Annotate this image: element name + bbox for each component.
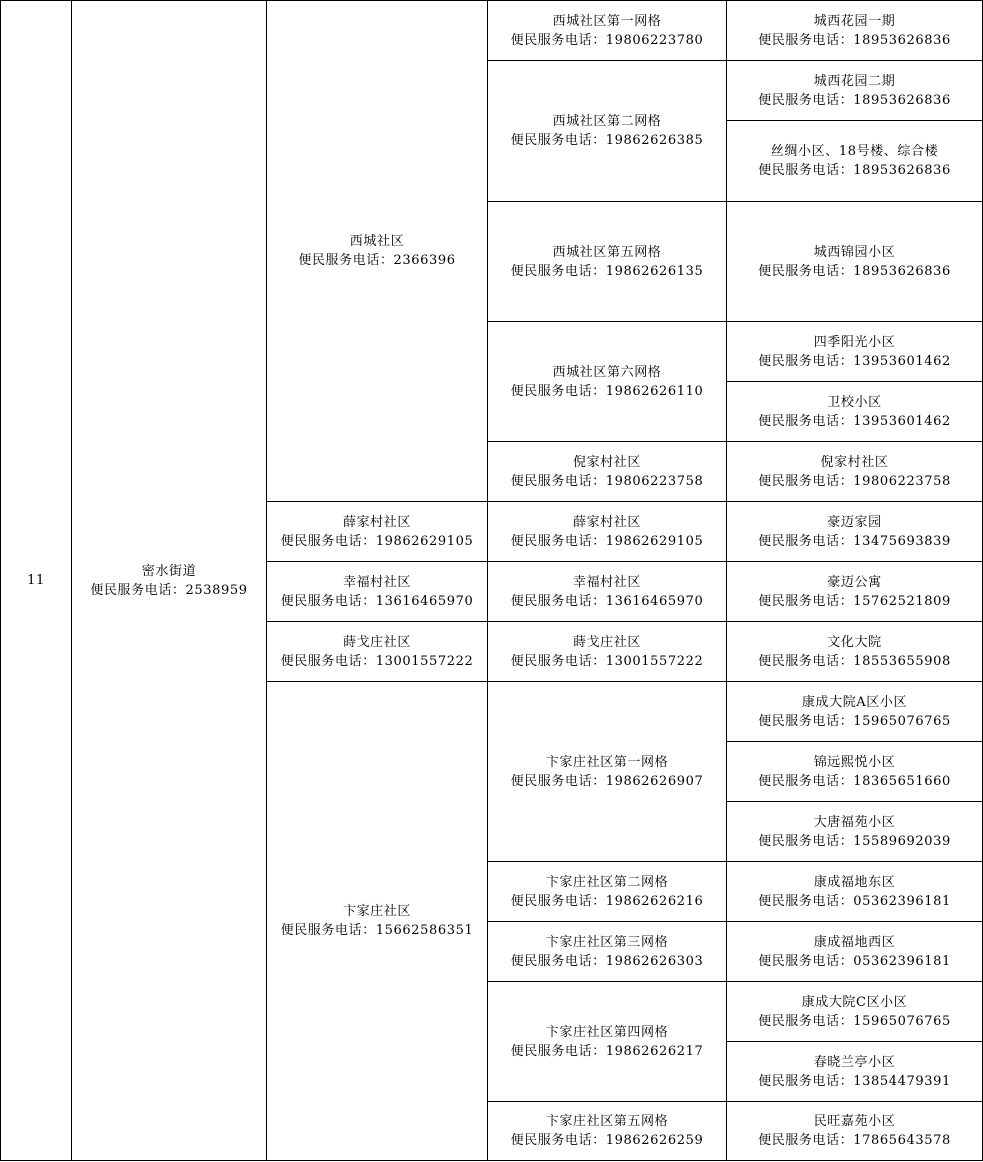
grid-phone: 便民服务电话：19862626216 xyxy=(510,893,704,909)
grid-cell xyxy=(488,982,727,1102)
area-name: 民旺嘉苑小区 xyxy=(813,1114,896,1129)
area-phone: 便民服务电话：13475693839 xyxy=(758,533,951,549)
area-phone: 便民服务电话：15965076765 xyxy=(758,713,951,729)
grid-cell xyxy=(488,322,727,442)
community-phone: 便民服务电话：15662586351 xyxy=(280,923,474,938)
community-cell xyxy=(267,682,488,1161)
community-name: 幸福村社区 xyxy=(342,574,411,590)
area-phone: 便民服务电话：13953601462 xyxy=(758,353,951,369)
community-phone: 便民服务电话：2366396 xyxy=(298,253,456,268)
grid-name: 西城社区第二网格 xyxy=(552,114,662,129)
area-phone: 便民服务电话：18953626836 xyxy=(758,163,951,178)
table-row xyxy=(1,1,983,61)
street-name: 密水街道 xyxy=(141,563,197,579)
area-name: 大唐福苑小区 xyxy=(813,814,896,830)
area-cell xyxy=(727,121,983,202)
grid-phone: 便民服务电话：13616465970 xyxy=(510,593,704,609)
area-name: 康成福地东区 xyxy=(813,874,896,890)
area-phone: 便民服务电话：15762521809 xyxy=(758,593,951,609)
grid-phone: 便民服务电话：19862626135 xyxy=(510,263,704,279)
area-name: 春晓兰亭小区 xyxy=(813,1054,896,1070)
community-cell xyxy=(267,562,488,622)
area-phone: 便民服务电话：18953626836 xyxy=(758,32,951,48)
grid-cell xyxy=(488,1,727,61)
area-name: 康成福地西区 xyxy=(813,934,896,950)
grid-cell xyxy=(488,202,727,322)
grid-phone: 便民服务电话：19862626217 xyxy=(510,1043,704,1059)
street-phone: 便民服务电话：2538959 xyxy=(90,582,248,598)
area-name: 卫校小区 xyxy=(827,394,882,410)
area-phone: 便民服务电话：18953626836 xyxy=(758,263,951,279)
grid-name: 薛家村社区 xyxy=(572,514,641,530)
grid-name: 卞家庄社区第一网格 xyxy=(545,754,669,770)
area-phone: 便民服务电话：18365651660 xyxy=(758,773,951,789)
grid-phone: 便民服务电话：19862626907 xyxy=(510,773,704,789)
grid-name: 幸福村社区 xyxy=(572,574,641,590)
grid-name: 卞家庄社区第四网格 xyxy=(545,1024,669,1040)
area-cell xyxy=(727,322,983,382)
grid-name: 西城社区第五网格 xyxy=(552,244,662,260)
community-name: 薛家村社区 xyxy=(342,514,411,530)
grid-cell xyxy=(488,61,727,202)
community-cell xyxy=(488,442,727,502)
grid-phone: 便民服务电话：19806223758 xyxy=(758,473,951,489)
area-phone: 便民服务电话：17865643578 xyxy=(758,1133,951,1148)
community-cell xyxy=(267,502,488,562)
area-phone: 便民服务电话：18953626836 xyxy=(758,92,951,108)
community-name: 卞家庄社区 xyxy=(342,904,411,919)
area-name: 丝绸小区、18号楼、综合楼 xyxy=(770,144,939,159)
grid-name: 卞家庄社区第三网格 xyxy=(545,934,669,950)
area-cell xyxy=(727,1,983,61)
grid-phone: 便民服务电话：19862626385 xyxy=(510,133,704,148)
area-cell xyxy=(727,802,983,862)
community-phone: 便民服务电话：13616465970 xyxy=(280,593,474,609)
area-phone: 便民服务电话：13953601462 xyxy=(758,413,951,429)
area-name: 豪迈公寓 xyxy=(827,574,882,590)
area-phone: 便民服务电话：15965076765 xyxy=(758,1013,951,1029)
area-cell xyxy=(727,1102,983,1161)
area-name: 城西花园一期 xyxy=(813,13,896,29)
community-cell xyxy=(267,1,488,502)
area-name: 锦远熙悦小区 xyxy=(813,754,896,770)
grid-phone: 便民服务电话：19862626303 xyxy=(510,953,704,969)
grid-name: 西城社区第六网格 xyxy=(552,364,662,380)
area-name: 城西花园二期 xyxy=(813,73,896,89)
area-cell xyxy=(727,202,983,322)
area-cell xyxy=(727,682,983,742)
area-name: 康成大院A区小区 xyxy=(801,694,908,710)
area-phone: 便民服务电话：05362396181 xyxy=(758,953,951,969)
area-name: 豪迈家园 xyxy=(827,514,882,530)
community-phone: 便民服务电话：19806223758 xyxy=(510,473,704,489)
area-cell xyxy=(727,1042,983,1102)
community-cell xyxy=(267,622,488,682)
grid-cell xyxy=(488,502,727,562)
community-name: 蒔戈庄社区 xyxy=(342,634,411,650)
area-cell xyxy=(727,862,983,922)
area-cell xyxy=(727,502,983,562)
street-cell xyxy=(72,1,267,1161)
grid-name: 西城社区第一网格 xyxy=(552,13,662,29)
grid-cell xyxy=(488,622,727,682)
community-name: 倪家村社区 xyxy=(572,454,641,470)
grid-cell xyxy=(488,562,727,622)
community-phone: 便民服务电话：13001557222 xyxy=(280,653,474,669)
area-name: 文化大院 xyxy=(827,634,882,650)
area-phone: 便民服务电话：18553655908 xyxy=(758,653,951,669)
community-phone: 便民服务电话：19862629105 xyxy=(280,533,474,549)
area-cell xyxy=(727,622,983,682)
area-name: 城西锦园小区 xyxy=(813,244,896,260)
grid-phone: 便民服务电话：19862626110 xyxy=(510,383,704,399)
area-phone: 便民服务电话：05362396181 xyxy=(758,893,951,909)
grid-phone: 便民服务电话：19862629105 xyxy=(510,533,704,549)
community-name: 西城社区 xyxy=(349,234,405,249)
grid-cell xyxy=(488,682,727,862)
area-cell xyxy=(727,382,983,442)
area-cell xyxy=(727,922,983,982)
area-phone: 便民服务电话：15589692039 xyxy=(758,833,951,849)
grid-phone: 便民服务电话：19806223780 xyxy=(510,32,704,48)
grid-phone: 便民服务电话：19862626259 xyxy=(510,1133,704,1148)
area-cell xyxy=(727,562,983,622)
grid-cell xyxy=(488,862,727,922)
grid-name: 蒔戈庄社区 xyxy=(572,634,641,650)
grid-cell xyxy=(488,1102,727,1161)
area-cell xyxy=(727,982,983,1042)
area-cell xyxy=(727,61,983,121)
grid-name: 卞家庄社区第二网格 xyxy=(545,874,669,890)
area-cell xyxy=(727,742,983,802)
area-name: 四季阳光小区 xyxy=(813,334,896,350)
grid-phone: 便民服务电话：13001557222 xyxy=(510,653,704,669)
grid-name: 倪家村社区 xyxy=(820,454,889,470)
area-name: 康成大院C区小区 xyxy=(801,994,908,1010)
index-number: 11 xyxy=(27,573,45,588)
index-cell xyxy=(1,1,72,1161)
grid-cell xyxy=(488,922,727,982)
grid-name: 卞家庄社区第五网格 xyxy=(545,1114,669,1129)
area-phone: 便民服务电话：13854479391 xyxy=(758,1073,951,1089)
grid-cell xyxy=(727,442,983,502)
